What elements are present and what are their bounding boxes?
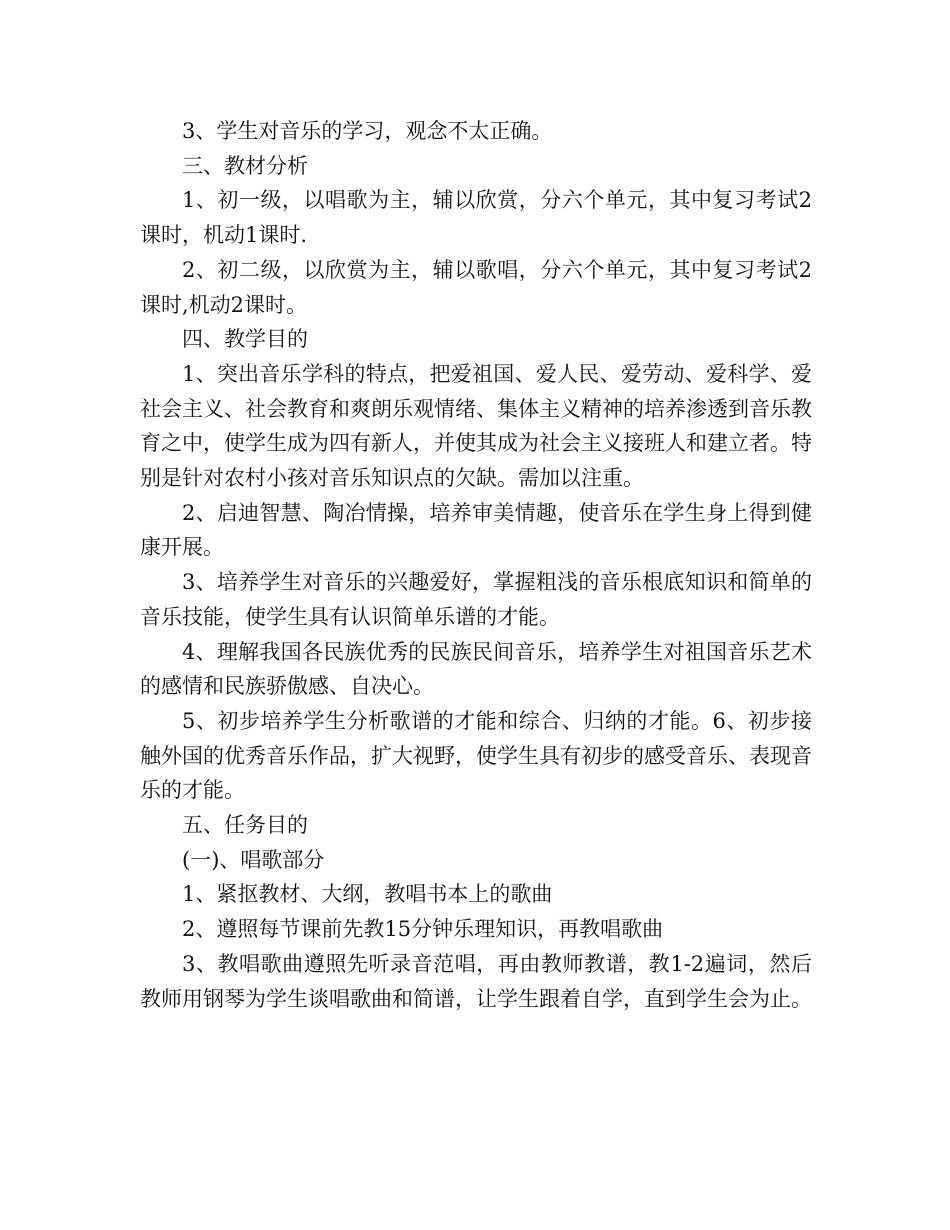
subsection-heading-singing: (一)、唱歌部分: [182, 847, 325, 872]
paragraph-goal-1: 1、突出音乐学科的特点，把爱祖国、爱人民、爱劳动、爱科学、爱社会主义、社会教育和爽朗乐观情绪、集体主义精神的培养渗透到音乐教育之中，使学生成为四有新人，并使其成为社会主义接班人和建立者。特别是针对农村小孩对音乐知识点的欠缺。需加以注重。: [140, 361, 812, 491]
paragraph-grade-one: 1、初一级，以唱歌为主，辅以欣赏，分六个单元，其中复习考试2课时，机动1课时.: [140, 188, 812, 248]
paragraph-goal-3: 3、培养学生对音乐的兴趣爱好，掌握粗浅的音乐根底知识和简单的音乐技能，使学生具有认识简单乐谱的才能。: [140, 570, 812, 629]
paragraph-task-3: 3、教唱歌曲遵照先听录音范唱，再由教师教谱，教1-2遍词，然后教师用钢琴为学生谈唱歌曲和简谱，让学生跟着自学，直到学生会为止。: [140, 951, 812, 1011]
section-heading-textbook-analysis: 三、教材分析: [182, 153, 308, 178]
paragraph-grade-two: 2、初二级，以欣赏为主，辅以歌唱，分六个单元，其中复习考试2课时,机动2课时。: [140, 257, 812, 317]
paragraph-goal-2: 2、启迪智慧、陶冶情操，培养审美情趣，使音乐在学生身上得到健康开展。: [140, 500, 812, 560]
paragraph-task-1: 1、紧抠教材、大纲，教唱书本上的歌曲: [182, 882, 553, 907]
section-heading-teaching-goals: 四、教学目的: [182, 327, 308, 352]
section-heading-task-goals: 五、任务目的: [182, 813, 308, 838]
paragraph-task-2: 2、遵照每节课前先教15分钟乐理知识，再教唱歌曲: [182, 917, 664, 942]
document-page: [140, 114, 812, 1016]
paragraph-item-3-attitude: 3、学生对音乐的学习，观念不太正确。: [182, 119, 553, 143]
paragraph-goal-5-6: 5、初步培养学生分析歌谱的才能和综合、归纳的才能。6、初步接触外国的优秀音乐作品，扩大视野，使学生具有初步的感受音乐、表现音乐的才能。: [140, 708, 812, 803]
paragraph-goal-4: 4、理解我国各民族优秀的民族民间音乐，培养学生对祖国音乐艺术的感情和民族骄傲感、自决心。: [140, 639, 812, 699]
